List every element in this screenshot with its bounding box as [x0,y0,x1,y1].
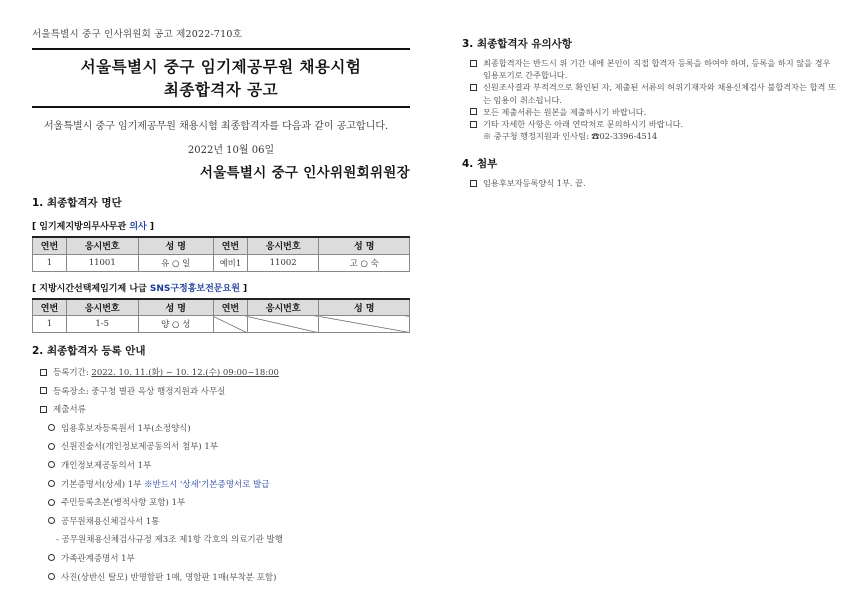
table-cell: 1 [33,316,67,333]
precautions-list [462,57,840,130]
doc-item: 공무원채용신체검사서 1통 [61,516,160,527]
list-item [32,494,410,513]
precaution-text: 모든 제출서류는 원본을 제출하시기 바랍니다. [483,106,647,117]
docs-label: 제출서류 [53,405,86,416]
header-cell: 연번 [33,237,67,254]
document-number: 서울특별시 중구 인사위원회 공고 제2022-710호 [32,29,243,40]
list-item [32,383,410,402]
title-box [32,48,410,108]
table-row [33,254,410,271]
empty-cell [213,316,247,333]
period-label: 등록기간: [53,368,92,378]
precaution-text: 신원조사결과 부적격으로 확인된 자, 제출된 서류의 허위기재자와 채용신체검사 불합격자는 합격 또는 임용이 취소됩니다. [483,82,836,105]
doc-item: 기본증명서(상세) 1부 [61,479,145,490]
doc-item: 가족관계증명서 1부 [61,553,135,564]
contact-note: ※ 중구청 행정지원과 인사팀: ☎02-3396-4514 [483,131,658,142]
list-item [32,364,410,383]
announcement-date: 2022년 10월 06일 [187,145,275,156]
group-suffix: ] [146,222,154,232]
doc-note: ※반드시 '상세'기본증명서로 발급 [144,479,270,490]
square-bullet-icon [470,60,477,67]
square-bullet-icon [470,180,477,187]
doc-item: 주민등록초본(병적사항 포함) 1부 [61,498,186,509]
header-cell: 응시번호 [66,299,138,316]
title-line-1: 서울특별시 중구 임기제공무원 채용시험 [80,58,362,76]
list-item [470,57,840,81]
empty-cell [319,316,410,333]
group-prefix: [ 임기제지방의무사무관 [32,222,130,232]
group-suffix: ] [239,283,248,294]
circle-bullet-icon [48,554,55,561]
table-cell: 1 [33,254,67,271]
circle-bullet-icon [48,424,55,431]
list-item [32,513,410,532]
table-cell: 1-5 [66,316,138,333]
group-heading-doctor [32,219,410,232]
attachment-text: 임용후보자등록양식 1부. 끝. [483,178,586,189]
registration-list [32,364,410,587]
group-accent: SNS구정홍보전문요원 [149,283,240,294]
intro-text: 서울특별시 중구 임기제공무원 채용시험 최종합격자를 다음과 같이 공고합니다. [44,121,389,132]
group-prefix: [ 지방시간선택제임기제 나급 [32,283,150,294]
table-header-row [33,299,410,316]
doc-item: 개인정보제공동의서 1부 [61,460,152,471]
section-final-passers [32,195,410,333]
section-title: 1. 최종합격자 명단 [32,197,122,209]
table-cell: 예비1 [213,254,247,271]
section-title: 3. 최종합격자 유의사항 [462,38,572,50]
attachment-list [462,177,840,189]
header-cell: 연번 [213,299,247,316]
group-heading-sns [32,281,410,294]
section-registration [32,343,410,587]
table-cell: 11001 [66,254,138,271]
list-item [32,531,410,550]
table-header-row [33,237,410,254]
table-cell: 양 ○ 성 [138,316,213,333]
right-column [462,36,840,190]
table-cell: 유 ○ 일 [138,254,213,271]
list-item [32,550,410,569]
square-bullet-icon [40,387,47,394]
square-bullet-icon [470,121,477,128]
precaution-text: 기타 자세한 사항은 아래 연락처로 문의하시기 바랍니다. [483,119,684,130]
signer: 서울특별시 중구 인사위원회위원장 [199,165,410,181]
table-row [33,316,410,333]
list-item [32,401,410,420]
list-item [470,177,840,189]
header-cell: 성 명 [138,299,213,316]
list-item [32,420,410,439]
table-cell: 고 ○ 숙 [319,254,410,271]
section-title: 2. 최종합격자 등록 안내 [32,345,146,357]
list-item [470,106,840,118]
header-cell: 성 명 [319,299,410,316]
doc-subnote: - 공무원채용신체검사규정 제3조 제1항 각호의 의료기관 발행 [56,535,283,546]
group-accent: 의사 [129,222,147,232]
list-item [32,569,410,588]
list-item [32,476,410,495]
list-item [470,81,840,105]
doc-item: 사진(상반신 탈모) 반명함판 1매, 명함판 1매(부착분 포함) [61,572,277,583]
precaution-text: 최종합격자는 반드시 위 기간 내에 본인이 직접 합격자 등록을 하여야 하며, 등록을 하지 않을 경우 임용포기로 간주합니다. [483,58,831,81]
place-text: 등록장소: 중구청 별관 옥상 행정지원과 사무실 [53,386,226,397]
section-precautions [462,36,840,142]
circle-bullet-icon [48,517,55,524]
section-title: 4. 첨부 [462,158,498,171]
circle-bullet-icon [48,573,55,580]
doc-item: 신원진술서(개인정보제공동의서 첨부) 1부 [61,442,219,453]
square-bullet-icon [40,406,47,413]
header-cell: 성 명 [138,237,213,254]
left-column [32,26,410,587]
header-cell: 응시번호 [247,237,319,254]
table-cell: 11002 [247,254,319,271]
square-bullet-icon [40,369,47,376]
header-cell: 응시번호 [247,299,319,316]
section-attachment [462,156,840,189]
circle-bullet-icon [48,461,55,468]
circle-bullet-icon [48,443,55,450]
passers-table-sns [32,298,410,334]
circle-bullet-icon [48,480,55,487]
header-cell: 성 명 [319,237,410,254]
doc-item: 임용후보자등록원서 1부(소정양식) [61,423,191,434]
header-cell: 응시번호 [66,237,138,254]
square-bullet-icon [470,84,477,91]
header-cell: 연번 [33,299,67,316]
header-cell: 연번 [213,237,247,254]
list-item [32,438,410,457]
period-value: 2022. 10. 11.(화) ~ 10. 12.(수) 09:00~18:00 [91,368,279,378]
list-item [470,118,840,130]
circle-bullet-icon [48,499,55,506]
list-item [32,457,410,476]
square-bullet-icon [470,108,477,115]
passers-table-doctor [32,236,410,272]
empty-cell [247,316,319,333]
title-line-2: 최종합격자 공고 [163,81,279,99]
